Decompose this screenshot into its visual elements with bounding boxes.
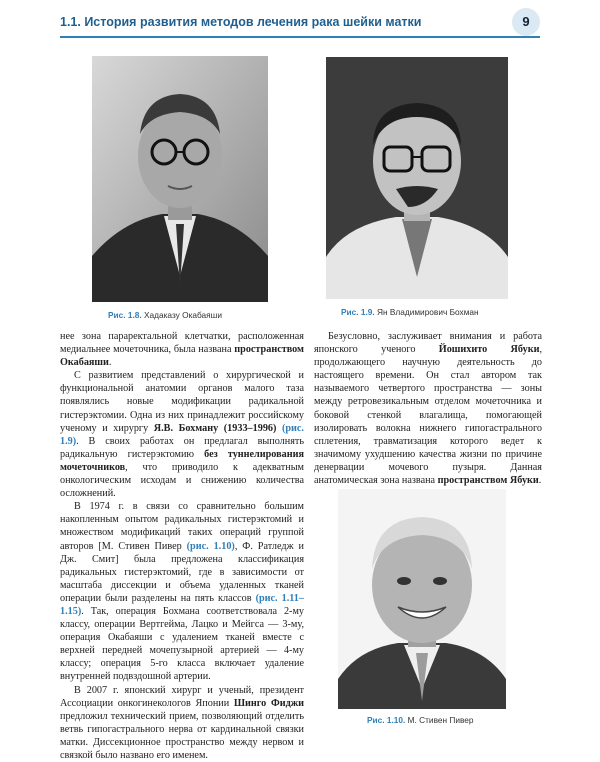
figure-caption-text: Ян Владимирович Бохман bbox=[374, 307, 479, 317]
figure-label: Рис. 1.8. bbox=[108, 310, 142, 320]
paragraph bbox=[314, 330, 542, 487]
bold-term: Шинго Фиджи bbox=[233, 697, 304, 709]
paragraph bbox=[60, 369, 304, 500]
paragraph bbox=[60, 500, 304, 683]
left-text-column bbox=[60, 330, 304, 762]
portrait-piver-photo bbox=[338, 489, 506, 709]
portrait-bokhman-photo bbox=[326, 57, 508, 299]
text-run: Безусловно, заслуживает внимания и работа японского ученого bbox=[314, 331, 542, 356]
text-run: В 2007 г. японский хирург и ученый, президент Ассоциации онкогинекологов Японии bbox=[60, 684, 304, 709]
text-run: , продолжающего научную деятельность до настоящего времени. Он стал автором так называемого четвертого пространства — зоны между ретровезикальным отделом мочеточника и боковой стенкой влагалища, помогающей изолировать волокна нижнего гипогастрального сплетения, травматизация которого ведет к значимому ухудшению качества жизни по причине денервации мочевого пузыря. Данная анатомическая зона названа bbox=[314, 344, 542, 487]
text-run: предложил технический прием, позволяющий отделить ветвь гипогастрального нерва от кардинальной связки матки. Диссекционное пространство между нервом и связкой было названо его именем. bbox=[60, 710, 304, 761]
running-header bbox=[60, 10, 540, 38]
figure-caption-text: М. Стивен Пивер bbox=[405, 715, 474, 725]
paragraph bbox=[60, 684, 304, 762]
bold-term: пространством Окабаяши bbox=[60, 344, 304, 369]
figure-label: Рис. 1.9. bbox=[341, 307, 375, 317]
text-run: . Так, операция Бохмана соответствовала 2-му классу, операции Вертгейма, Лацко и Мейгса — 3-му, операция Окабаяши с удалением тканей вместе с верхней передней мочепузырной артерией — 4-му классу; операция 5-го класса включает удаление внутренней подвздошной артерии. bbox=[60, 605, 304, 683]
text-run: . В своих работах он предлагал выполнять радикальную гистерэктомию bbox=[60, 435, 304, 460]
text-run: , что приводило к адекватным онкологическим исходам и снижению количества осложнений. bbox=[60, 461, 304, 500]
figure-reference-link[interactable]: (рис. 1.11–1.15) bbox=[60, 592, 304, 617]
paragraph bbox=[60, 330, 304, 369]
chapter-title: 1.1. История развития методов лечения рака шейки матки bbox=[60, 15, 422, 29]
text-run: С развитием представлений о хирургической и функциональной анатомии органов малого таза появлялись новые модификации радикальной гистерэктомии. Одна из них принадлежит российскому ученому и хирургу bbox=[60, 370, 304, 434]
figure-reference-link[interactable]: (рис. 1.10) bbox=[186, 540, 235, 552]
figure-caption-1-8 bbox=[108, 310, 222, 320]
figure-caption-1-9 bbox=[341, 307, 479, 317]
page-number: 9 bbox=[512, 8, 540, 36]
text-run: . bbox=[108, 357, 112, 369]
right-text-column bbox=[314, 330, 542, 487]
text-run: нее зона параректальной клетчатки, расположенная медиальнее мочеточника, была названа bbox=[60, 331, 304, 356]
bold-term: Йошихито Ябуки bbox=[438, 344, 540, 356]
bold-term: пространством Ябуки bbox=[437, 475, 539, 487]
figure-caption-1-10 bbox=[367, 715, 474, 725]
text-run: . bbox=[538, 475, 542, 487]
figure-label: Рис. 1.10. bbox=[367, 715, 406, 725]
text-run: В 1974 г. в связи со сравнительно большим накопленным опытом радикальных гистерэктомий и множеством модификаций таких операций группой авторов [М. Стивен Пивер bbox=[60, 501, 304, 552]
figure-reference-link[interactable]: (рис. 1.9) bbox=[60, 422, 304, 447]
portrait-okabayashi-photo bbox=[92, 56, 268, 302]
bold-term: без туннелирования мочеточников bbox=[60, 448, 304, 473]
text-run: , Ф. Ратледж и Дж. Смит] была предложена классификация радикальных гистерэктомий, где в зависимости от масштаба диссекции и объема удаленных тканей операции были разделены на пять классов bbox=[60, 540, 304, 604]
figure-caption-text: Хадаказу Окабаяши bbox=[141, 310, 222, 320]
bold-term: Я.В. Бохману (1933–1996) bbox=[153, 422, 277, 434]
